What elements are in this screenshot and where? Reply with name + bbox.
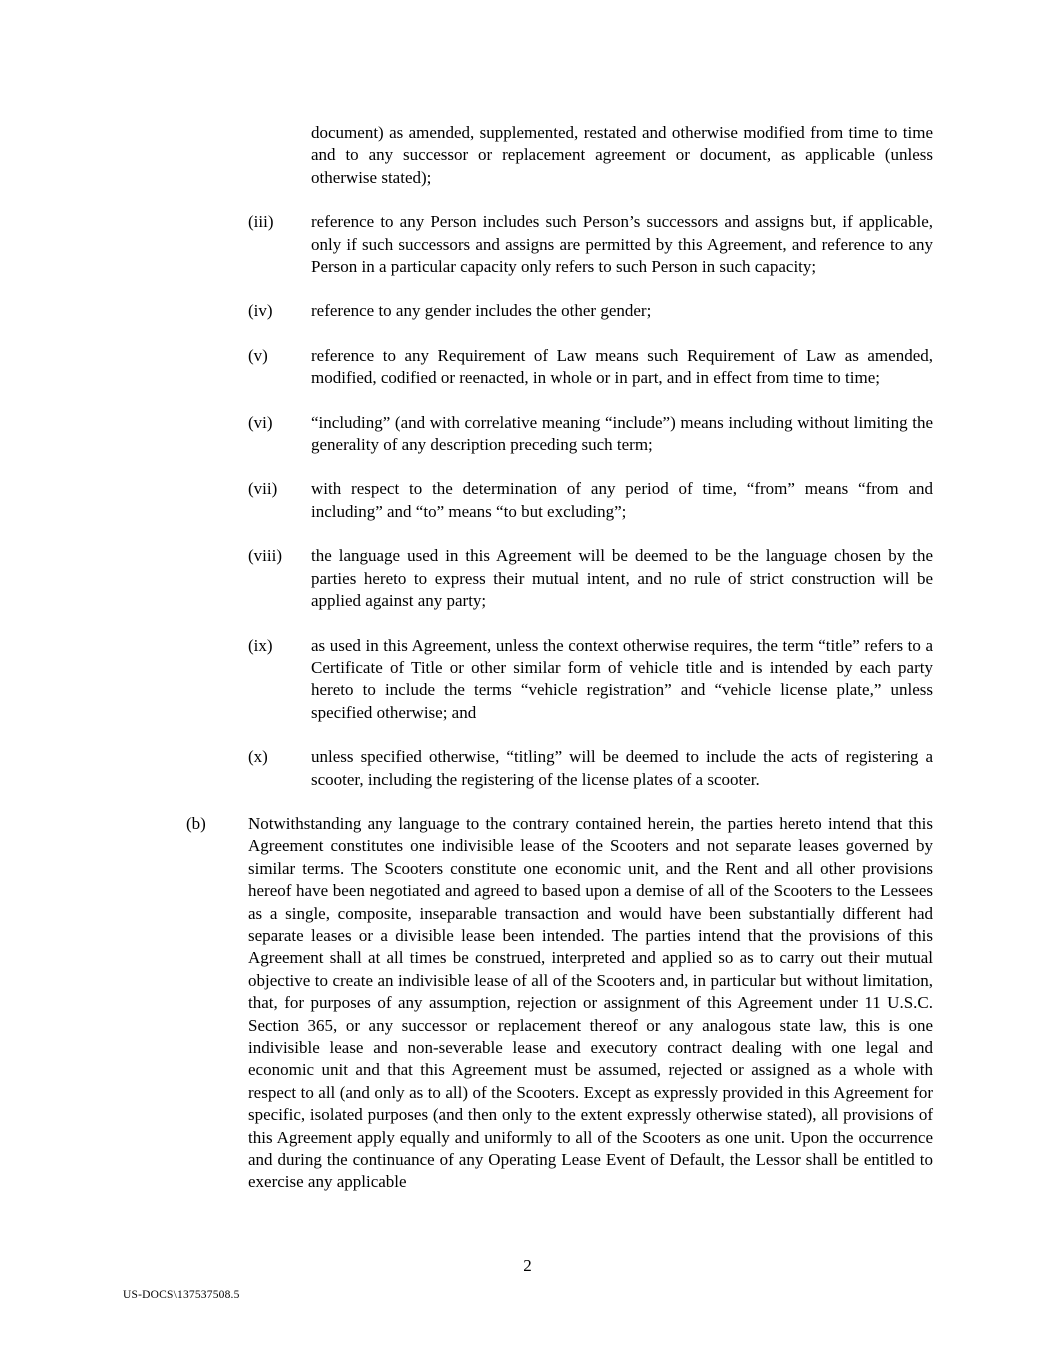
list-item bbox=[248, 300, 933, 322]
paragraph-b-label: (b) bbox=[186, 813, 206, 833]
list-item bbox=[248, 478, 933, 523]
document-body bbox=[186, 122, 933, 1216]
paragraph-b bbox=[186, 813, 933, 1194]
list-item-text: the language used in this Agreement will be deemed to be the language chosen by the parties hereto to express their mutual intent, and no rule of strict construction will be applied against any party; bbox=[311, 546, 933, 611]
list-item-text: unless specified otherwise, “titling” will be deemed to include the acts of registering a scooter, including the registering of the license plates of a scooter. bbox=[311, 747, 933, 789]
list-item-text: “including” (and with correlative meaning “include”) means including without limiting the generality of any description preceding such term; bbox=[311, 412, 933, 455]
page-number: 2 bbox=[523, 1256, 532, 1275]
list-item-label: (x) bbox=[248, 747, 268, 767]
list-item-text: as used in this Agreement, unless the context otherwise requires, the term “title” refers to a Certificate of Title or other similar form of vehicle title and is intended by each party hereto to include the terms “vehicle registration” and “vehicle license plate,” unless specified otherwise; and bbox=[311, 635, 933, 722]
paragraph-b-text: Notwithstanding any language to the contrary contained herein, the parties hereto intend that this Agreement constitutes one indivisible lease of the Scooters and not separate leases governed by similar terms. The Scooters constitute one economic unit, and the Rent and all other provisions hereof have been negotiated and agreed to based upon a demise of all of the Scooters to the Lessees as a single, composite, inseparable transaction and would have been substantially different had separate leases or a divisible lease been intended. The parties intend that the provisions of this Agreement shall at all times be construed, interpreted and applied so as to carry out their mutual objective to create an indivisible lease of all of the Scooters and, in particular but without limitation, that, for purposes of any assumption, rejection or assignment of this Agreement under 11 U.S.C. Section 365, or any successor or replacement thereof or any analogous state law, this is one indivisible lease and non-severable lease and executory contract dealing with one legal and economic unit and that this Agreement must be assumed, rejected or assigned as a whole with respect to all (and only as to all) of the Scooters. Except as expressly provided in this Agreement for specific, isolated purposes (and then only to the extent expressly otherwise stated), all provisions of this Agreement apply equally and uniformly to all of the Scooters as one unit. Upon the occurrence and during the continuance of any Operating Lease Event of Default, the Lessor shall be entitled to exercise any applicable bbox=[248, 813, 933, 1192]
paragraph-continuation: document) as amended, supplemented, restated and otherwise modified from time to time and to any successor or replacement agreement or document, as applicable (unless otherwise stated); bbox=[311, 123, 933, 187]
list-item-label: (iv) bbox=[248, 301, 273, 321]
list-item-text: with respect to the determination of any period of time, “from” means “from and including” and “to” means “to but excluding”; bbox=[311, 479, 933, 521]
list-item-text: reference to any Requirement of Law means such Requirement of Law as amended, modified, codified or reenacted, in whole or in part, and in effect from time to time; bbox=[311, 345, 933, 388]
list-item-text: reference to any gender includes the other gender; bbox=[311, 301, 652, 321]
list-item-label: (iii) bbox=[248, 212, 274, 232]
list-item-label: (ix) bbox=[248, 635, 273, 655]
list-item-label: (vi) bbox=[248, 412, 273, 432]
list-item-label: (v) bbox=[248, 345, 268, 365]
document-id: US-DOCS\137537508.5 bbox=[123, 1289, 240, 1301]
list-item-label: (vii) bbox=[248, 479, 278, 499]
list-item-text: reference to any Person includes such Person’s successors and assigns but, if applicable, only if such successors and assigns are permitted by this Agreement, and reference to any Person in a particular capacity only refers to such Person in such capacity; bbox=[311, 212, 933, 277]
list-item bbox=[248, 412, 933, 457]
list-item bbox=[248, 211, 933, 278]
list-item-label: (viii) bbox=[248, 546, 282, 566]
list-item bbox=[248, 345, 933, 390]
list-item bbox=[248, 746, 933, 791]
list-item bbox=[248, 635, 933, 725]
list-item bbox=[248, 545, 933, 612]
